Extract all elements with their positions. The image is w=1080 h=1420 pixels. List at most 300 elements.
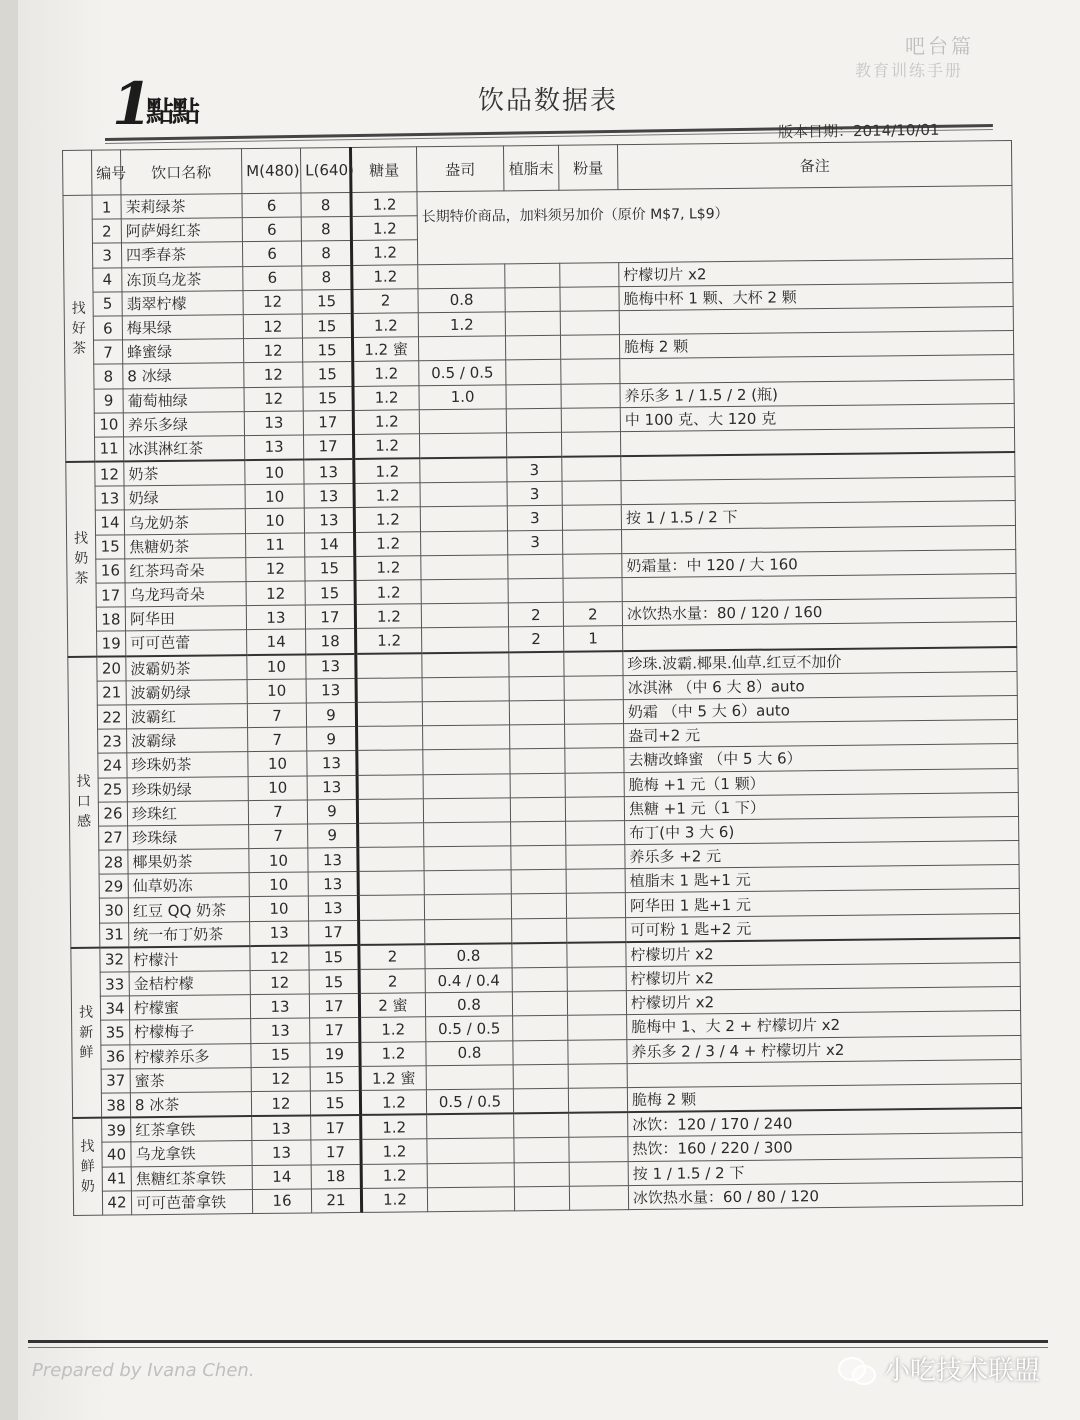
row-ounce [421, 579, 508, 604]
row-name: 蜜茶 [130, 1067, 251, 1092]
row-ounce [422, 627, 509, 653]
row-creamer [508, 554, 563, 579]
row-number: 22 [97, 705, 126, 729]
row-ounce [419, 409, 506, 434]
row-large-price: 15 [309, 945, 359, 970]
row-creamer [511, 821, 566, 846]
row-creamer: 3 [507, 457, 562, 482]
row-creamer [510, 773, 565, 798]
row-number: 23 [98, 729, 127, 753]
header-powder: 粉量 [558, 145, 617, 191]
row-number: 40 [102, 1142, 131, 1166]
logo-text: 點點 [146, 95, 199, 128]
row-note: 柠檬切片 x2 [626, 938, 1020, 967]
row-creamer [511, 845, 566, 870]
row-note: 脆梅 2 颗 [627, 1083, 1021, 1112]
row-number: 6 [93, 316, 122, 340]
row-medium-price: 12 [243, 314, 302, 339]
row-number: 25 [98, 777, 127, 801]
row-ounce [425, 918, 512, 944]
row-large-price: 13 [307, 751, 357, 776]
category-label: 找好茶 [63, 195, 95, 462]
row-medium-price: 13 [250, 921, 309, 946]
row-creamer [505, 311, 560, 336]
row-powder [567, 991, 626, 1016]
row-name: 葡萄柚绿 [123, 387, 244, 412]
row-sugar [356, 702, 422, 727]
row-number: 32 [100, 947, 129, 972]
row-sugar [356, 678, 422, 703]
table-body [63, 186, 1023, 1216]
row-name: 8 冰绿 [123, 363, 244, 388]
row-medium-price: 7 [247, 703, 306, 728]
row-name: 阿萨姆红茶 [121, 218, 242, 243]
row-ounce [421, 603, 508, 628]
row-medium-price: 11 [246, 533, 305, 558]
brand-logo [112, 72, 262, 136]
row-powder [564, 675, 623, 700]
row-powder [565, 748, 624, 773]
row-medium-price: 12 [246, 557, 305, 582]
row-note: 植脂末 1 匙+1 元 [625, 865, 1019, 893]
row-sugar: 1.2 [354, 507, 420, 532]
row-creamer [512, 967, 567, 992]
row-name: 茉莉绿茶 [121, 194, 242, 219]
row-note: 奶霜量：中 120 / 大 160 [622, 549, 1016, 577]
row-name: 珍珠绿 [128, 824, 249, 849]
row-large-price: 13 [308, 872, 358, 897]
special-price-note: 长期特价商品，加料须另加价（原价 M$7, L$9） [417, 186, 1013, 265]
row-name: 可可芭蕾 [126, 630, 247, 656]
row-medium-price: 10 [245, 508, 304, 533]
row-large-price: 15 [302, 338, 352, 363]
row-large-price: 9 [306, 702, 356, 727]
row-medium-price: 12 [244, 362, 303, 387]
row-name: 红茶玛奇朵 [125, 557, 246, 582]
row-medium-price: 10 [247, 679, 306, 704]
row-large-price: 15 [302, 313, 352, 338]
row-number: 13 [95, 486, 124, 510]
row-medium-price: 12 [250, 945, 309, 970]
row-large-price: 17 [309, 994, 359, 1019]
row-name: 统一布丁奶茶 [129, 921, 250, 947]
row-ounce [426, 1065, 513, 1090]
row-creamer [514, 1113, 569, 1138]
row-medium-price: 13 [250, 994, 309, 1019]
row-powder [560, 311, 619, 336]
row-sugar: 1.2 [355, 580, 421, 605]
row-name: 柠檬梅子 [130, 1019, 251, 1044]
row-note: 中 100 克、大 120 克 [620, 403, 1014, 431]
wechat-icon [838, 1353, 878, 1385]
row-large-price: 15 [305, 556, 355, 581]
row-ounce [423, 773, 510, 798]
row-large-price: 15 [305, 580, 355, 605]
row-large-price: 15 [309, 969, 359, 994]
row-large-price: 19 [310, 1042, 360, 1067]
row-sugar: 1.2 [356, 628, 422, 653]
row-powder [568, 1088, 627, 1113]
row-number: 41 [102, 1166, 131, 1190]
row-number: 27 [99, 826, 128, 850]
row-number: 14 [95, 510, 124, 534]
row-note: 冰饮：120 / 170 / 240 [628, 1108, 1022, 1137]
row-medium-price: 12 [246, 581, 305, 606]
row-creamer [505, 335, 560, 360]
row-medium-price: 13 [246, 605, 305, 630]
row-medium-price: 6 [243, 266, 302, 291]
row-note: 焦糖 +1 元（1 下） [624, 792, 1018, 820]
row-number: 4 [93, 267, 122, 291]
row-number: 33 [100, 972, 129, 996]
row-note: 冰淇淋 （中 6 大 8）auto [623, 671, 1017, 699]
row-ounce [418, 263, 505, 288]
row-powder [567, 967, 626, 992]
category-label: 找奶茶 [66, 462, 97, 657]
row-powder: 1 [564, 626, 623, 651]
row-name: 波霸奶绿 [126, 679, 247, 704]
row-name: 阿华田 [125, 606, 246, 631]
row-name: 可可芭蕾拿铁 [131, 1189, 252, 1214]
row-medium-price: 12 [243, 290, 302, 315]
row-name: 红豆 QQ 奶茶 [128, 897, 249, 922]
row-note: 珍珠.波霸.椰果.仙草.红豆不加价 [623, 647, 1017, 676]
row-medium-price: 10 [245, 460, 304, 485]
row-name: 珍珠奶茶 [127, 752, 248, 777]
row-sugar: 1.2 蜜 [352, 337, 418, 362]
row-medium-price: 10 [247, 654, 306, 679]
row-creamer: 3 [507, 506, 562, 531]
row-number: 11 [95, 437, 124, 462]
row-medium-price: 10 [249, 848, 308, 873]
row-name: 波霸奶茶 [126, 655, 247, 681]
category-label: 找新鲜 [71, 947, 102, 1118]
header-medium: M(480) [241, 148, 300, 194]
row-powder [560, 286, 619, 311]
row-ounce [422, 652, 509, 678]
row-ounce: 1.0 [419, 384, 506, 409]
manual-label: 教育训练手册 [855, 61, 964, 80]
row-sugar: 2 [359, 969, 425, 994]
row-note: 盎司+2 元 [624, 720, 1018, 748]
row-number: 37 [101, 1069, 130, 1093]
row-powder [563, 529, 622, 554]
row-large-price: 15 [310, 1066, 360, 1091]
row-medium-price: 15 [251, 1043, 310, 1068]
row-large-price: 15 [303, 386, 353, 411]
row-powder [565, 724, 624, 749]
row-medium-price: 6 [242, 217, 301, 242]
row-ounce: 0.5 / 0.5 [426, 1089, 513, 1115]
row-number: 28 [99, 850, 128, 874]
row-medium-price: 12 [251, 1091, 310, 1116]
row-number: 31 [100, 922, 129, 947]
row-powder [567, 917, 626, 942]
row-powder [560, 335, 619, 360]
row-creamer [506, 384, 561, 409]
row-number: 3 [92, 243, 121, 267]
watermark-text: 小吃技术联盟 [884, 1356, 1041, 1386]
row-ounce [424, 822, 511, 847]
row-note: 脆梅 2 颗 [619, 331, 1013, 359]
row-sugar: 1.2 [353, 385, 419, 410]
row-powder [562, 481, 621, 506]
row-medium-price: 13 [244, 435, 303, 460]
row-name: 奶绿 [124, 485, 245, 510]
row-medium-price: 7 [248, 727, 307, 752]
row-ounce [423, 725, 510, 750]
category-label: 找鲜奶 [73, 1118, 103, 1216]
watermark [838, 1350, 1040, 1387]
row-large-price: 17 [311, 1115, 361, 1140]
row-number: 34 [100, 996, 129, 1020]
row-number: 17 [96, 583, 125, 607]
row-powder [562, 456, 621, 481]
row-creamer [513, 1064, 568, 1089]
document-title: 饮品数据表 [478, 86, 619, 116]
row-number: 5 [93, 292, 122, 316]
row-powder [562, 505, 621, 530]
row-large-price: 15 [303, 362, 353, 387]
header-sugar: 糖量 [350, 147, 416, 193]
row-number: 10 [94, 413, 123, 437]
row-ounce [424, 894, 511, 919]
row-note: 冰饮热水量：80 / 120 / 160 [622, 598, 1016, 626]
row-large-price: 8 [301, 241, 351, 266]
row-number: 18 [96, 607, 125, 631]
row-sugar [357, 774, 423, 799]
row-name: 乌龙拿铁 [131, 1141, 252, 1166]
row-name: 波霸红 [126, 704, 247, 729]
row-sugar [359, 919, 425, 944]
row-creamer: 2 [509, 627, 564, 652]
row-number: 15 [96, 534, 125, 558]
row-number: 19 [97, 631, 126, 656]
version-date: 版本日期：2014/10/01 [777, 120, 940, 142]
row-medium-price: 13 [244, 411, 303, 436]
row-creamer [506, 360, 561, 385]
row-large-price: 13 [304, 508, 354, 533]
row-powder [565, 772, 624, 797]
row-ounce [420, 506, 507, 531]
row-powder [561, 359, 620, 384]
row-name: 冻顶乌龙茶 [122, 266, 243, 291]
row-powder [568, 1039, 627, 1064]
row-medium-price: 13 [252, 1140, 311, 1165]
row-creamer [514, 1186, 569, 1211]
row-sugar: 1.2 [361, 1187, 427, 1212]
row-sugar [357, 798, 423, 823]
row-ounce [423, 798, 510, 823]
row-large-price: 13 [308, 848, 358, 873]
row-number: 8 [94, 364, 123, 388]
row-powder [566, 869, 625, 894]
row-note: 脆梅中 1、大 2 + 柠檬切片 x2 [627, 1011, 1021, 1039]
row-ounce [427, 1138, 514, 1163]
row-sugar: 2 蜜 [359, 993, 425, 1018]
row-number: 20 [97, 656, 126, 681]
row-name: 焦糖奶茶 [125, 533, 246, 558]
row-number: 42 [102, 1191, 131, 1215]
footer-rule [28, 1340, 1048, 1343]
row-name: 焦糖红茶拿铁 [131, 1165, 252, 1190]
row-name: 仙草奶冻 [128, 873, 249, 898]
row-large-price: 21 [311, 1188, 361, 1213]
row-large-price: 8 [302, 265, 352, 290]
row-ounce: 0.4 / 0.4 [425, 968, 512, 993]
row-ounce: 0.8 [426, 1040, 513, 1065]
row-ounce: 0.5 / 0.5 [419, 360, 506, 385]
row-powder [569, 1112, 628, 1137]
row-large-price: 15 [310, 1090, 360, 1115]
row-powder [569, 1137, 628, 1162]
row-large-price: 9 [307, 799, 357, 824]
row-creamer [512, 943, 567, 968]
row-note: 脆梅 +1 元（1 颗） [624, 768, 1018, 796]
row-sugar: 1.2 [354, 458, 420, 483]
row-creamer [514, 1162, 569, 1187]
row-large-price: 9 [307, 727, 357, 752]
row-sugar [357, 750, 423, 775]
row-ounce: 0.8 [425, 943, 512, 969]
row-note: 柠檬切片 x2 [626, 963, 1020, 991]
row-creamer [506, 408, 561, 433]
header-note: 备注 [617, 141, 1011, 190]
row-powder [569, 1161, 628, 1186]
row-creamer [510, 724, 565, 749]
row-name: 乌龙玛奇朵 [125, 582, 246, 607]
drink-data-table-wrap [62, 140, 1023, 1216]
row-powder [561, 407, 620, 432]
row-number: 39 [102, 1117, 131, 1142]
row-ounce [421, 555, 508, 580]
row-number: 29 [99, 874, 128, 898]
row-name: 养乐多绿 [123, 411, 244, 436]
prepared-by: Prepared by Ivana Chen. [32, 1360, 255, 1381]
row-number: 21 [97, 681, 126, 705]
row-sugar: 1.2 蜜 [360, 1065, 426, 1090]
row-large-price: 14 [305, 532, 355, 557]
row-note: 布丁(中 3 大 6) [625, 816, 1019, 844]
row-creamer [509, 700, 564, 725]
drink-data-table [62, 140, 1023, 1216]
row-powder [568, 1015, 627, 1040]
row-ounce [420, 457, 507, 483]
row-creamer [510, 749, 565, 774]
row-powder [568, 1063, 627, 1088]
row-number: 26 [98, 802, 127, 826]
row-note: 柠檬切片 x2 [619, 258, 1013, 286]
row-ounce [427, 1113, 514, 1139]
category-label: 找口感 [68, 656, 100, 948]
row-medium-price: 7 [248, 800, 307, 825]
row-creamer [506, 432, 561, 457]
row-creamer [513, 1088, 568, 1113]
row-note: 按 1 / 1.5 / 2 下 [621, 501, 1015, 529]
row-powder [566, 821, 625, 846]
row-sugar: 1.2 [360, 1041, 426, 1066]
row-number: 7 [93, 340, 122, 364]
row-sugar: 1.2 [352, 313, 418, 338]
row-medium-price: 13 [251, 1018, 310, 1043]
row-sugar: 1.2 [355, 556, 421, 581]
row-medium-price: 12 [243, 338, 302, 363]
row-ounce [418, 336, 505, 361]
row-ounce [427, 1187, 514, 1212]
row-medium-price: 12 [251, 1067, 310, 1092]
row-large-price: 13 [307, 775, 357, 800]
row-name: 椰果奶茶 [128, 849, 249, 874]
row-creamer [509, 651, 564, 676]
row-name: 波霸绿 [127, 728, 248, 753]
row-name: 乌龙奶茶 [124, 509, 245, 534]
row-sugar: 1.2 [361, 1114, 427, 1139]
row-medium-price: 10 [249, 896, 308, 921]
row-note: 热饮：160 / 220 / 300 [628, 1133, 1022, 1161]
row-large-price: 17 [305, 605, 355, 630]
row-medium-price: 10 [248, 751, 307, 776]
row-powder [566, 845, 625, 870]
row-ounce [419, 433, 506, 459]
row-large-price: 8 [301, 217, 351, 242]
row-note: 养乐多 1 / 1.5 / 2 (瓶) [620, 379, 1014, 407]
row-creamer [514, 1138, 569, 1163]
row-sugar: 1.2 [360, 1017, 426, 1042]
row-medium-price: 6 [242, 241, 301, 266]
row-ounce: 0.8 [418, 288, 505, 313]
row-large-price: 18 [306, 629, 356, 654]
row-medium-price: 14 [247, 629, 306, 654]
row-creamer [505, 263, 560, 288]
row-powder: 2 [563, 602, 622, 627]
row-sugar [358, 871, 424, 896]
row-sugar: 1.2 [351, 192, 417, 217]
row-medium-price: 12 [244, 386, 303, 411]
row-number: 35 [101, 1020, 130, 1044]
row-name: 珍珠红 [127, 800, 248, 825]
row-name: 梅果绿 [122, 315, 243, 340]
row-note: 去糖改蜂蜜 （中 5 大 6） [624, 744, 1018, 772]
row-creamer [510, 797, 565, 822]
row-powder [566, 893, 625, 918]
row-medium-price: 10 [248, 775, 307, 800]
row-sugar [357, 726, 423, 751]
row-name: 8 冰茶 [130, 1092, 251, 1118]
row-large-price: 13 [306, 654, 356, 679]
row-number: 2 [92, 219, 121, 243]
row-name: 奶茶 [124, 460, 245, 486]
row-large-price: 13 [304, 459, 354, 484]
row-ounce [422, 701, 509, 726]
row-powder [561, 432, 620, 457]
row-sugar: 1.2 [355, 604, 421, 629]
row-ounce: 0.5 / 0.5 [426, 1016, 513, 1041]
row-powder [564, 651, 623, 676]
row-sugar [358, 847, 424, 872]
row-sugar: 1.2 [352, 264, 418, 289]
row-note: 按 1 / 1.5 / 2 下 [628, 1157, 1022, 1185]
row-medium-price: 16 [252, 1189, 311, 1214]
row-note: 柠檬切片 x2 [626, 987, 1020, 1015]
row-ounce: 1.2 [418, 312, 505, 337]
row-name: 四季春茶 [121, 242, 242, 267]
row-powder [560, 262, 619, 287]
row-number: 9 [94, 388, 123, 412]
row-number: 1 [92, 195, 121, 219]
row-name: 柠檬养乐多 [130, 1043, 251, 1068]
row-large-price: 9 [308, 823, 358, 848]
logo-number: 1 [112, 70, 153, 138]
